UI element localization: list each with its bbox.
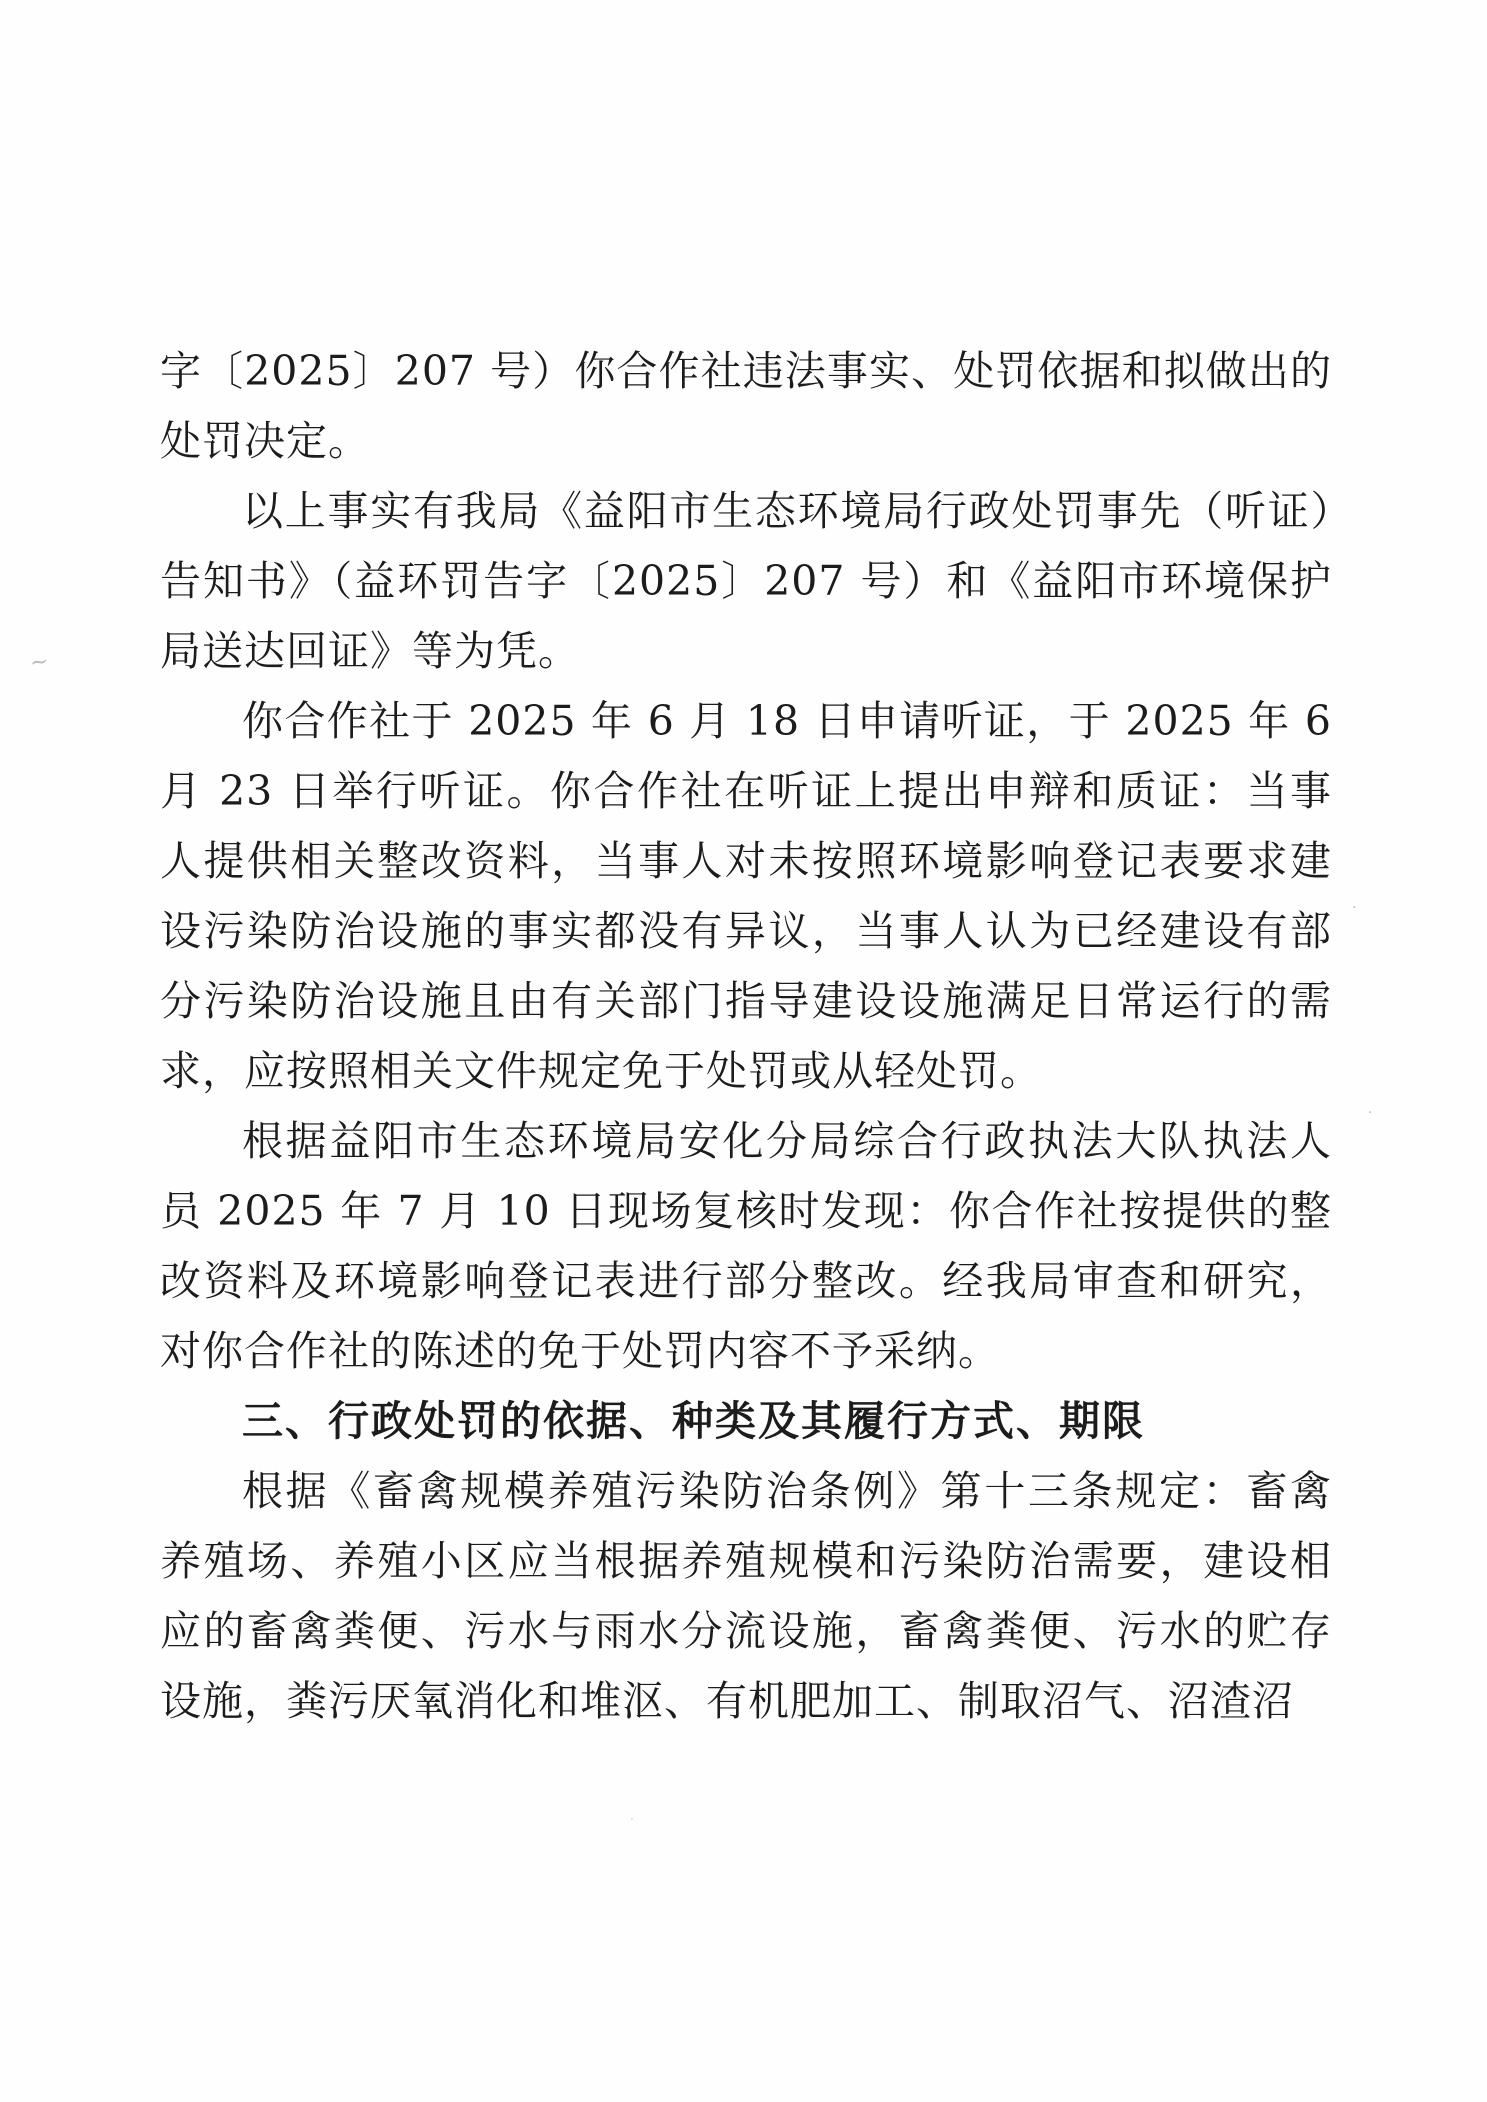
scan-artifact: ~ xyxy=(28,648,51,677)
document-body xyxy=(160,336,1332,1736)
section-heading-penalty-basis: 三、行政处罚的依据、种类及其履行方式、期限 xyxy=(242,1397,1145,1445)
paragraph-hearing: 你合作社于 2025 年 6 月 18 日申请听证，于 2025 年 6 月 23 日举行听证。你合作社在听证上提出申辩和质证：当事人提供相关整改资料，当事人对未按照环境影响登记表要求建设污染防治设施的事实都没有异议，当事人认为已经建设有部分污染防治设施且由有关部门指导建设设施满足日常运行的需求，应按照相关文件规定免于处罚或从轻处罚。 xyxy=(160,697,1332,1095)
paragraph-review: 根据益阳市生态环境局安化分局综合行政执法大队执法人员 2025 年 7 月 10 日现场复核时发现：你合作社按提供的整改资料及环境影响登记表进行部分整改。经我局审查和研究，对你合作社的陈述的免于处罚内容不予采纳。 xyxy=(160,1117,1332,1375)
scan-artifact: · xyxy=(630,1812,634,1826)
paragraph-continuation: 字〔2025〕207 号）你合作社违法事实、处罚依据和拟做出的处罚决定。 xyxy=(160,347,1332,465)
scan-artifact: · xyxy=(1352,900,1357,916)
scan-artifact: · xyxy=(1368,1105,1373,1121)
paragraph-evidence: 以上事实有我局《益阳市生态环境局行政处罚事先（听证）告知书》（益环罚告字〔2025〕207 号）和《益阳市环境保护局送达回证》等为凭。 xyxy=(160,487,1332,675)
paragraph-regulation: 根据《畜禽规模养殖污染防治条例》第十三条规定：畜禽养殖场、养殖小区应当根据养殖规模和污染防治需要，建设相应的畜禽粪便、污水与雨水分流设施，畜禽粪便、污水的贮存设施，粪污厌氧消化和堆沤、有机肥加工、制取沼气、沼渣沼 xyxy=(160,1467,1332,1725)
